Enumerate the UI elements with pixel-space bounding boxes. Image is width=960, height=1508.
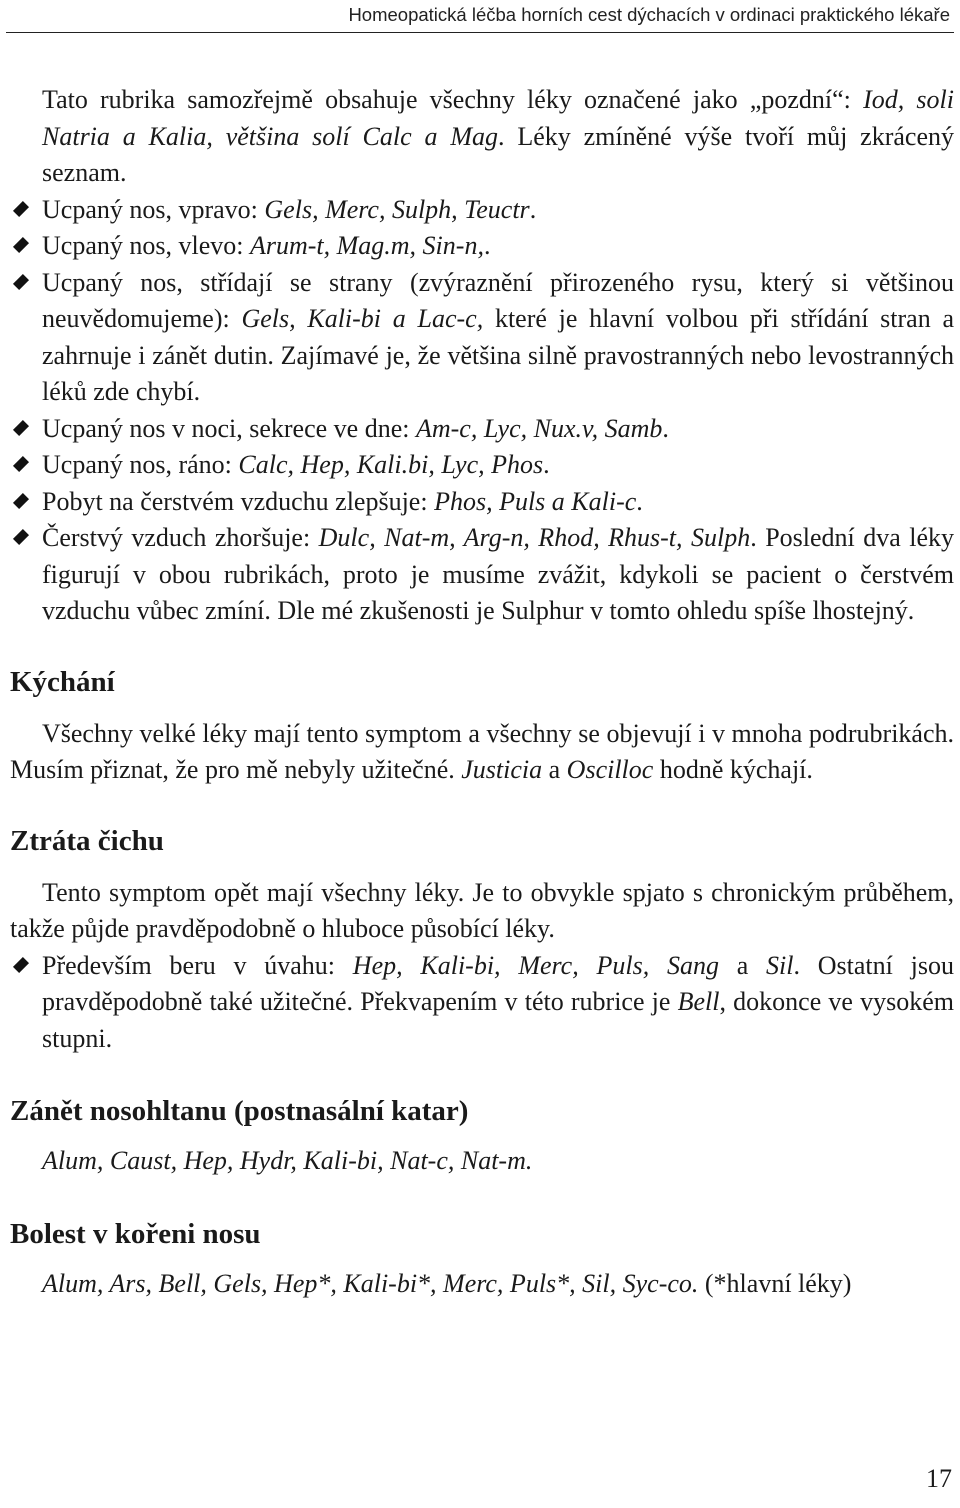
smell-bullet-text-b: a [718,950,767,980]
sneezing-text-b: a [542,755,567,784]
smell-bullet-text-c: . Ostatní jsou pravděpodobně také užitečné. Překvapením v této rubrice je [42,950,954,1016]
bullet-remedies: Calc, Hep, Kali.bi, Lyc, Phos [238,450,544,479]
sneezing-text-a: Všechny velké léky mají tento symptom a všechny se objevují i v mnoha podrubrikách. Musím přiznat, že pro mě nebyly užitečné. [10,718,954,784]
diamond-bullet-icon [13,956,29,972]
section-heading-smell: Ztráta čichu [10,824,164,857]
page-number: 17 [926,1464,952,1493]
diamond-bullet-icon [13,419,29,435]
bullet-remedies: Phos, Puls a Kali-c [434,486,637,516]
bullet-text-end: . [636,486,643,516]
sneezing-remedy-2: Oscilloc [566,755,654,784]
bullet-item [10,411,954,448]
running-title: Homeopatická léčba horních cest dýchacích v ordinaci praktického lékaře [348,4,950,25]
bullet-remedies: Gels, Kali-bi a Lac-c, [241,304,484,333]
running-header [6,0,954,33]
sneezing-remedy-1: Justicia [461,755,543,784]
bullet-text-end: . [662,413,669,443]
page-content [10,82,954,1302]
diamond-bullet-icon [13,200,29,216]
intro-remedies: Iod, soli Natria a Kalia, většina solí Calc a Mag [42,85,954,151]
diamond-bullet-icon [13,456,29,472]
bullet-item [10,948,954,1058]
root-pain-remedy-list: Alum, Ars, Bell, Gels, Hep*, Kali-bi*, Merc, Puls*, Sil, Syc-co. [42,1268,699,1298]
bullet-item [10,192,954,229]
diamond-bullet-icon [13,273,29,289]
smell-bullet-text-a: Především beru v úvahu: [42,950,353,980]
bullet-text: Ucpaný nos, ráno: [42,450,239,479]
bullet-text-end: . Poslední dva léky figurují v obou rubrikách, proto je musíme zvážit, kdykoli se pacient o čerstvém vzduchu vůbec zmíní. Dle mé zkušenosti je Sulphur v tomto ohledu spíše lhostejný. [42,523,954,625]
bullet-item [10,484,954,521]
sneezing-paragraph [10,716,954,789]
bullet-text: Ucpaný nos, vpravo: [42,194,265,224]
postnasal-remedy-list: Alum, Caust, Hep, Hydr, Kali-bi, Nat-c, Nat-m. [42,1146,533,1175]
postnasal-remedies [10,1143,954,1180]
section-heading-root-pain: Bolest v kořeni nosu [10,1217,261,1250]
intro-text-a: Tato rubrika samozřejmě obsahuje všechny léky označené jako „pozdní“: [42,85,864,114]
smell-remedy-sil: Sil [766,950,794,980]
smell-paragraph: Tento symptom opět mají všechny léky. Je to obvykle spjato s chronickým průběhem, takže půjde pravděpodobně o hlubоce působící léky. [10,877,954,943]
intro-paragraph [10,82,954,192]
diamond-bullet-icon [13,237,29,253]
bullet-text: Ucpaný nos, střídají se strany (zvýraznění přirozeného rysu, který si většinou neuvědomujeme): [42,267,954,333]
bullet-remedies: Gels, Merc, Sulph, Teuctr [264,194,530,224]
intro-text-b: . Léky zmíněné výše tvoří můj zkrácený seznam. [42,121,955,187]
smell-remedy-bell: Bell [677,987,720,1016]
bullet-remedies: Arum-t, Mag.m, Sin-n, [249,231,484,260]
bullet-text: Ucpaný nos, vlevo: [42,231,250,260]
bullet-item [10,228,954,265]
sneezing-text-c: hodně kýchají. [653,755,813,784]
bullet-remedies: Dulc, Nat-m, Arg-n, Rhod, Rhus-t, Sulph [318,523,751,552]
bullet-item [10,520,954,630]
smell-bullet-text-d: , dokonce ve vysokém stupni. [42,987,954,1053]
bullet-text-end: . [529,194,537,224]
root-pain-remedies [10,1266,954,1303]
bullet-item [10,265,954,411]
section-heading-postnasal: Zánět nosohltanu (postnasální katar) [10,1095,469,1127]
bullet-text: Pobyt na čerstvém vzduchu zlepšuje: [42,486,435,516]
section-heading-sneezing: Kýchání [10,665,115,698]
bullet-text-end: . [543,450,550,479]
bullet-text: Čerstvý vzduch zhoršuje: [42,523,319,552]
diamond-bullet-icon [13,492,29,508]
bullet-text-end: . [483,231,491,260]
bullet-text-end: které je hlavní volbou při střídání stran a zahrnuje i zánět dutin. Zajímavé je, že většina silně pravostranných nebo levostranných léků zde chybí. [42,304,954,406]
bullet-item [10,447,954,484]
bullet-text: Ucpaný nos v noci, sekrece ve dne: [42,413,416,443]
smell-remedies: Hep, Kali-bi, Merc, Puls, Sang [352,950,719,980]
diamond-bullet-icon [13,529,29,545]
root-pain-note: (*hlavní léky) [698,1268,852,1298]
bullet-remedies: Am-c, Lyc, Nux.v, Samb [415,413,663,443]
